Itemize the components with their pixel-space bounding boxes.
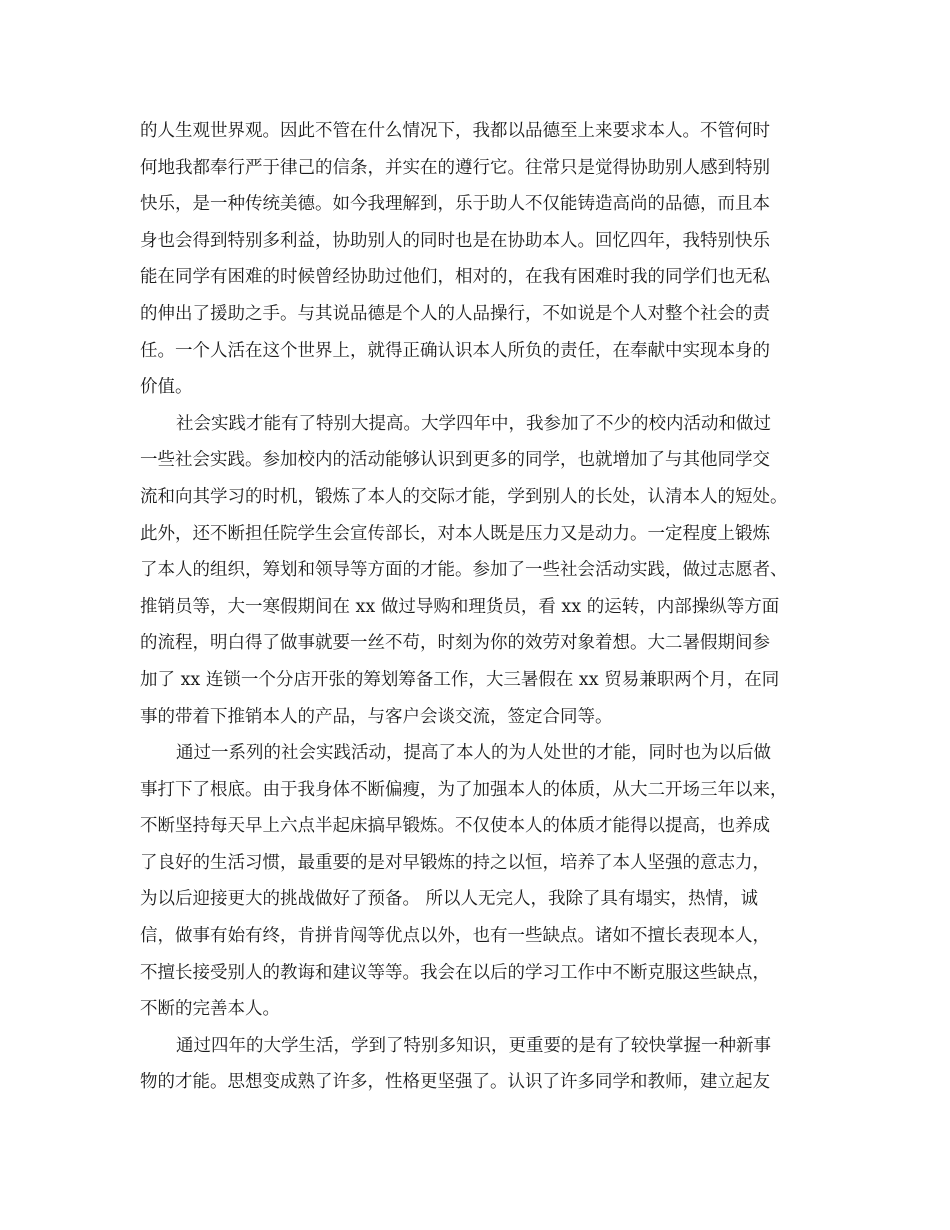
text-line: 一些社会实践。参加校内的活动能够认识到更多的同学，也就增加了与其他同学交	[140, 450, 770, 471]
text-line: 为以后迎接更大的挑战做好了预备。 所以人无完人，我除了具有塌实，热情，诚	[140, 889, 759, 910]
text-line: 通过四年的大学生活，学到了特别多知识，更重要的是有了较快掌握一种新事	[176, 1035, 771, 1056]
text-line: 何地我都奉行严于律己的信条，并实在的遵行它。往常只是觉得协助别人感到特别	[140, 157, 770, 178]
text-line: 的伸出了援助之手。与其说品德是个人的人品操行，不如说是个人对整个社会的责	[140, 303, 770, 324]
text-line: 流和向其学习的时机，锻炼了本人的交际才能，学到别人的长处，认清本人的短处。	[140, 486, 788, 507]
text-line: 事打下了根底。由于我身体不断偏瘦，为了加强本人的体质，从大二开场三年以来，	[140, 779, 788, 800]
text-line: 不断坚持每天早上六点半起床搞早锻炼。不仅使本人的体质才能得以提高，也养成	[140, 816, 770, 837]
text-line: 身也会得到特别多利益，协助别人的同时也是在协助本人。回忆四年，我特别快乐	[140, 230, 770, 251]
text-line: 价值。	[140, 377, 193, 398]
text-line: 了本人的组织，筹划和领导等方面的才能。参加了一些社会活动实践，做过志愿者、	[140, 560, 788, 581]
text-line: 此外，还不断担任院学生会宣传部长，对本人既是压力又是动力。一定程度上锻炼	[140, 523, 770, 544]
text-line: 的人生观世界观。因此不管在什么情况下，我都以品德至上来要求本人。不管何时	[140, 121, 770, 141]
document-body	[140, 113, 830, 1101]
text-line: 的流程，明白得了做事就要一丝不苟，时刻为你的效劳对象着想。大二暑假期间参	[140, 633, 770, 654]
text-line: 推销员等，大一寒假期间在 xx 做过导购和理货员，看 xx 的运转，内部操纵等方面	[140, 596, 780, 617]
text-line: 不断的完善本人。	[140, 999, 280, 1020]
text-line: 事的带着下推销本人的产品，与客户会谈交流，签定合同等。	[140, 706, 613, 727]
text-line: 不擅长接受别人的教诲和建议等等。我会在以后的学习工作中不断克服这些缺点，	[140, 962, 770, 983]
text-line: 信，做事有始有终，肯拼肯闯等优点以外，也有一些缺点。诸如不擅长表现本人，	[140, 926, 770, 947]
text-line: 物的才能。思想变成熟了许多，性格更坚强了。认识了许多同学和教师，建立起友	[140, 1072, 770, 1093]
text-line: 加了 xx 连锁一个分店开张的筹划筹备工作，大三暑假在 xx 贸易兼职两个月，在同	[140, 669, 780, 690]
text-line: 通过一系列的社会实践活动，提高了本人的为人处世的才能，同时也为以后做	[176, 743, 771, 764]
text-line: 任。一个人活在这个世界上，就得正确认识本人所负的责任，在奉献中实现本身的	[140, 340, 770, 361]
text-line: 了良好的生活习惯，最重要的是对早锻炼的持之以恒，培养了本人坚强的意志力，	[140, 852, 770, 873]
text-line: 能在同学有困难的时候曾经协助过他们，相对的，在我有困难时我的同学们也无私	[140, 267, 770, 288]
text-line: 社会实践才能有了特别大提高。大学四年中，我参加了不少的校内活动和做过	[176, 413, 771, 434]
text-line: 快乐，是一种传统美德。如今我理解到，乐于助人不仅能铸造高尚的品德，而且本	[140, 194, 770, 215]
